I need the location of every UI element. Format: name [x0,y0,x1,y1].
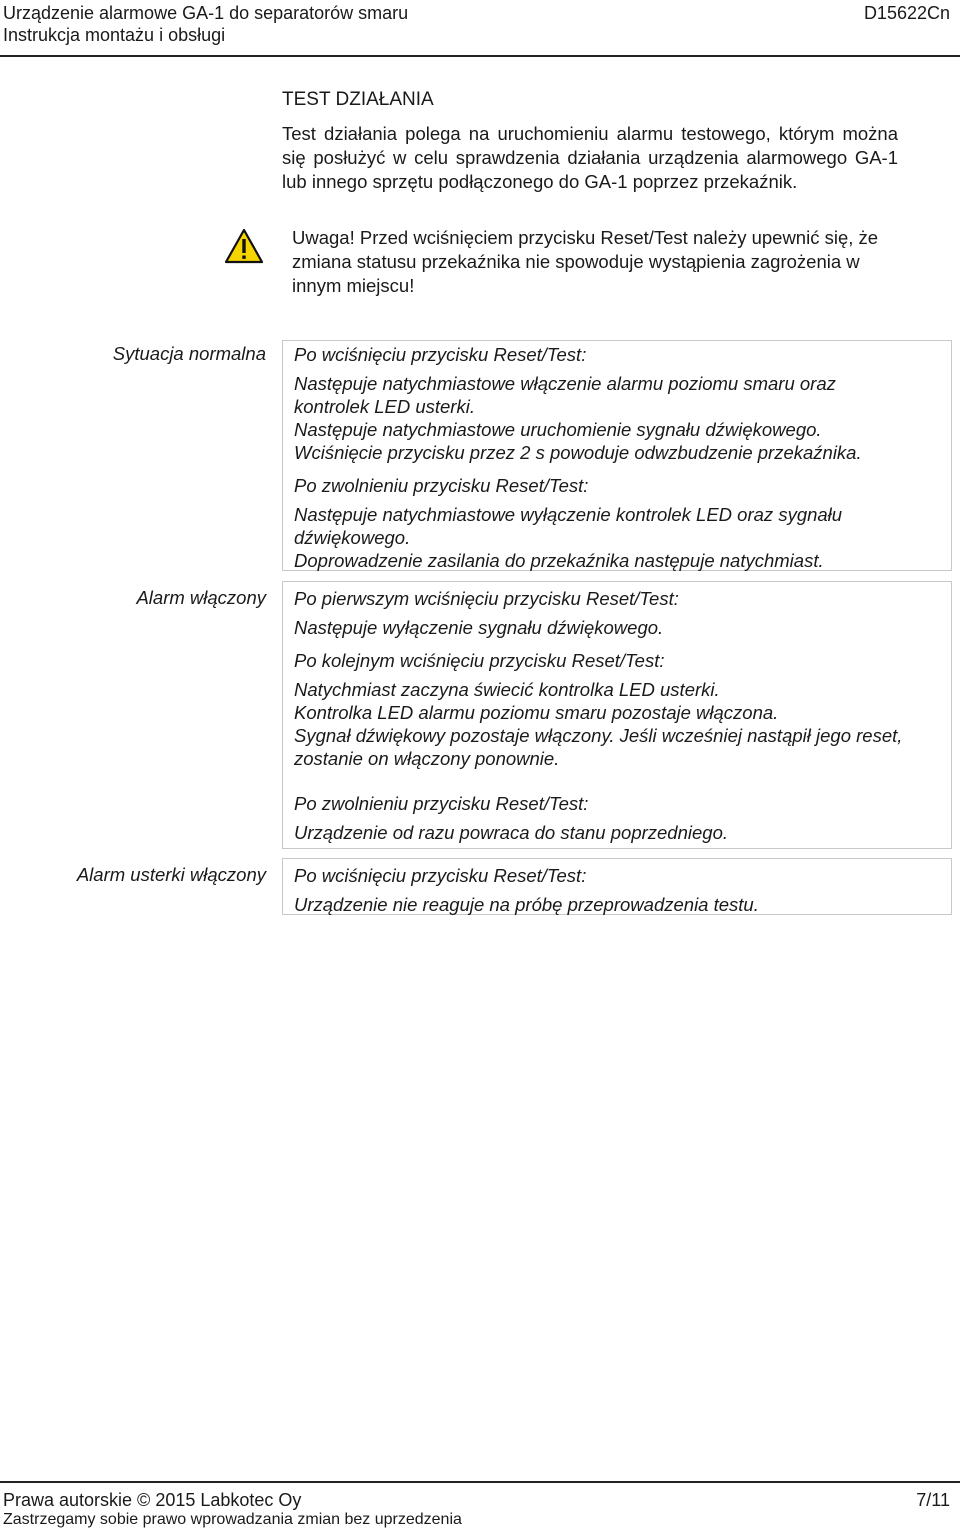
cell-line: Doprowadzenie zasilania do przekaźnika następuje natychmiast. [294,550,824,571]
warning-paragraph: Uwaga! Przed wciśnięciem przycisku Reset/Test należy upewnić się, że zmiana statusu przekaźnika nie spowoduje wystąpienia zagrożenia w innym miejscu! [292,227,879,296]
table-cell-fault [294,864,954,916]
rights-notice: Zastrzegamy sobie prawo wprowadzania zmian bez uprzedzenia [3,1511,462,1528]
document-code: D15622Cn [863,3,950,23]
cell-heading: Po wciśnięciu przycisku Reset/Test: [294,865,587,886]
section-title: TEST DZIAŁANIA [282,89,434,110]
cell-line: Sygnał dźwiękowy pozostaje włączony. Jeśli wcześniej nastąpił jego reset, zostanie on włączony ponownie. [294,725,903,769]
row-label-fault: Alarm usterki włączony [76,864,266,885]
cell-heading: Po wciśnięciu przycisku Reset/Test: [294,344,587,365]
cell-line: Następuje wyłączenie sygnału dźwiękowego. [294,617,664,638]
cell-heading: Po zwolnieniu przycisku Reset/Test: [294,793,589,814]
warning-triangle-icon [224,228,264,264]
cell-line: Urządzenie nie reaguje na próbę przeprowadzenia testu. [294,894,759,915]
header-divider [0,55,960,57]
cell-line: Następuje natychmiastowe włączenie alarmu poziomu smaru oraz kontrolek LED usterki. [294,373,836,417]
cell-line: Wciśnięcie przycisku przez 2 s powoduje odwzbudzenie przekaźnika. [294,442,862,463]
cell-line: Kontrolka LED alarmu poziomu smaru pozostaje włączona. [294,702,779,723]
cell-line: Natychmiast zaczyna świecić kontrolka LED usterki. [294,679,720,700]
cell-line: Następuje natychmiastowe uruchomienie sygnału dźwiękowego. [294,419,822,440]
table-cell-alarm [294,587,954,844]
row-label-alarm: Alarm włączony [136,587,266,608]
cell-heading: Po kolejnym wciśnięciu przycisku Reset/Test: [294,650,665,671]
table-cell-normal [294,343,954,572]
copyright-text: Prawa autorskie © 2015 Labkotec Oy [3,1490,302,1510]
cell-line: Następuje natychmiastowe wyłączenie kontrolek LED oraz sygnału dźwiękowego. [294,504,843,548]
page-number: 7/11 [916,1490,950,1510]
footer-divider [0,1481,960,1483]
cell-heading: Po zwolnieniu przycisku Reset/Test: [294,475,589,496]
document-title: Urządzenie alarmowe GA-1 do separatorów smaru [3,3,409,23]
cell-heading: Po pierwszym wciśnięciu przycisku Reset/Test: [294,588,679,609]
document-subtitle: Instrukcja montażu i obsługi [3,25,226,45]
row-label-normal: Sytuacja normalna [112,343,266,364]
intro-paragraph: Test działania polega na uruchomieniu alarmu testowego, którym można się posłużyć w celu sprawdzenia działania urządzenia alarmowego GA-1 lub innego sprzętu podłączonego do GA-1 poprzez przekaźnik. [282,123,898,192]
cell-line: Urządzenie od razu powraca do stanu poprzedniego. [294,822,729,843]
